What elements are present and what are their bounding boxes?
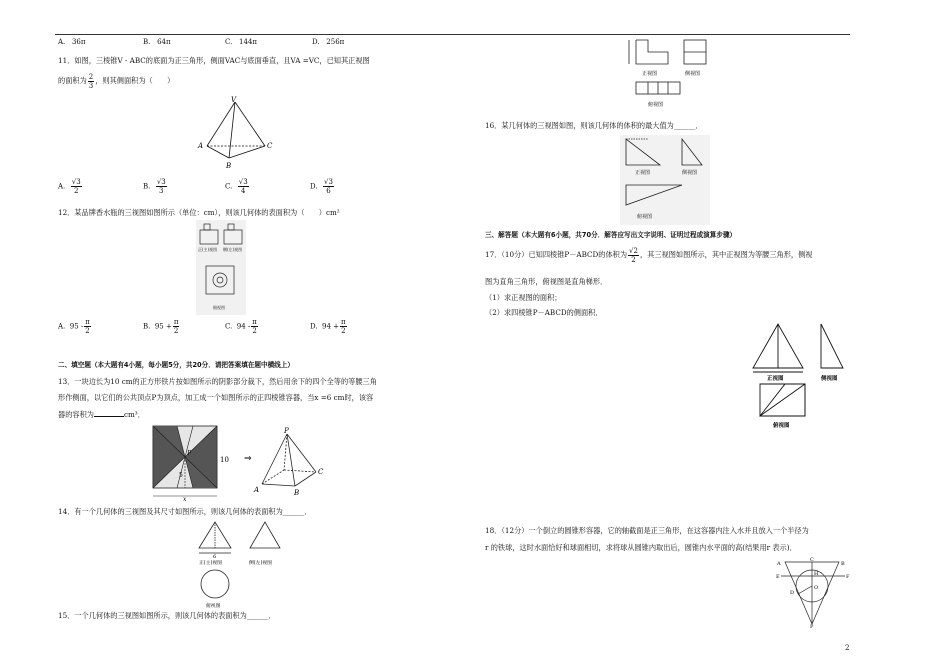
q13-text-line2: 形作侧面，以它们的公共顶点P为顶点，加工成一个如图所示的正四棱锥容器，当x =6 cm时，该容	[58, 393, 374, 402]
q11-text-line1: 11．如图，三棱锥V - ABC的底面为正三角形，侧面VAC与底面垂直，且VA =VC，已知其正视图	[58, 56, 370, 65]
q13-square-and-pyramid-figure	[150, 424, 340, 502]
q18-label-o: O	[814, 585, 819, 591]
q11-label-v: V	[231, 96, 237, 104]
q11-label-c: C	[267, 142, 273, 150]
q10-option-b: B. 64π	[143, 38, 171, 46]
q12-front-label: 正(主)视图	[198, 247, 218, 252]
q14-top-label: 俯视图	[206, 604, 221, 609]
q14-side-label: 侧(左)视图	[249, 561, 272, 566]
q18-cone-sphere-figure	[775, 556, 855, 628]
q13-arrow: ⇒	[244, 454, 252, 464]
q18-text-line1: 18．（12分）一个倒立的圆锥形容器，它的轴截面是正三角形，在这容器内注入水并且放入一个半径为	[485, 526, 809, 535]
q18-label-a: A	[777, 561, 781, 567]
q10-option-d: D. 256π	[312, 38, 345, 46]
q16-three-view-figure	[620, 135, 710, 225]
q11-option-a: A. $\frac{√3}{2}$	[58, 178, 81, 195]
q12-three-view-figure	[196, 220, 246, 315]
q13-pyramid-label-p: P	[284, 427, 289, 435]
q17-text-line1: 17．（10分）已知四棱锥P－ABCD的体积为 $\frac{√2}{2}$ ，其三视图如图所示，其中正视图为等腰三角形，侧视	[485, 246, 813, 264]
section-2-heading: 二、填空题（本大题有4小题，每小题5分，共20分．请把答案填在题中横线上）	[58, 361, 294, 369]
q10-option-c: C. 144π	[225, 38, 257, 46]
q13-label-x: x	[183, 496, 187, 502]
q18-label-c: C	[810, 557, 814, 563]
q14-front-label: 正(主)视图	[199, 561, 222, 566]
q17-side-label: 侧视图	[821, 376, 838, 382]
q14-label-six: 6	[213, 554, 217, 560]
q14-three-view-figure	[195, 518, 290, 610]
q13-label-five: 5	[179, 472, 183, 479]
q15-side-label: 侧视图	[685, 71, 701, 77]
q13-pyramid-label-c: C	[318, 468, 324, 476]
q16-text: 16．某几何体的三视图如图，则该几何体的体积的最大值为______．	[485, 121, 703, 130]
q16-side-label: 侧视图	[682, 170, 698, 176]
q18-label-h: H	[814, 571, 819, 577]
q12-text: 12．某品牌香水瓶的三视图如图所示（单位：cm），则该几何体的表面积为（ ）cm²	[58, 208, 340, 217]
q12-option-c: C. 94 - $\frac{\pi}{2}$	[225, 318, 257, 335]
q16-top-label: 俯视图	[637, 214, 653, 220]
q18-text-line2: r 的铁球，这时水面恰好和球面相切，求将球从圆锥内取出后，圆锥内水平面的高(结果用r 表示)．	[485, 543, 797, 552]
q17-three-view-figure	[745, 320, 855, 432]
q11-label-a: A	[198, 142, 204, 150]
q11-option-d: D. $\frac{√3}{6}$	[310, 178, 333, 195]
q11-option-b: B. $\frac{√3}{3}$	[143, 178, 166, 195]
q11-text-line2: 的面积为 $\frac{2}{3}$ ，则其侧面积为（ ）	[58, 72, 175, 90]
q13-text-line3: 器的容积为 cm³．	[58, 410, 145, 419]
q10-option-a: A. 36π	[58, 38, 86, 46]
q17-sub-question-1: （1）求正视图的面积；	[485, 293, 562, 302]
q17-top-label: 俯视图	[773, 423, 790, 429]
q18-label-d: D	[790, 590, 795, 596]
section-3-heading: 三、解答题（本大题有6小题，共70分．解答应写出文字说明、证明过程或演算步骤）	[485, 231, 737, 239]
q14-text: 14．有一个几何体的三视图及其尺寸如图所示，则该几何体的表面积为______．	[58, 507, 312, 516]
q11-label-b: B	[226, 162, 232, 170]
q13-pyramid-label-a: A	[254, 486, 260, 494]
q15-front-label: 正视图	[642, 71, 658, 77]
q13-label-ten: 10	[220, 456, 229, 464]
q18-label-p: P	[810, 624, 814, 628]
q13-text-line1: 13．一块边长为10 cm的正方形铁片按如图所示的阴影部分裁下，然后用余下的四个全等的等腰三角	[58, 377, 377, 386]
q11-tetrahedron-figure	[195, 96, 280, 171]
q15-three-view-figure	[626, 36, 721, 116]
page-number: 2	[845, 644, 850, 652]
q11-option-c: C. $\frac{√3}{4}$	[225, 178, 248, 195]
q17-sub-question-2: （2）求四棱锥P－ABCD的侧面积．	[485, 308, 603, 317]
q17-text-line2: 图为直角三角形，俯视图是直角梯形．	[485, 277, 608, 286]
q15-text: 15．一个几何体的三视图如图所示，则该几何体的表面积为______．	[58, 611, 276, 620]
q12-top-label: 俯视图	[213, 305, 225, 310]
q12-option-a: A. 95 - $\frac{\pi}{2}$	[58, 318, 90, 335]
q13-pyramid-label-b: B	[294, 489, 300, 497]
q18-label-b: B	[841, 561, 845, 567]
q13-label-p: P	[187, 450, 192, 457]
q18-label-e: E	[776, 574, 780, 580]
q18-label-f: F	[846, 574, 850, 580]
q12-option-d: D. 94 + $\frac{\pi}{2}$	[310, 318, 346, 335]
q17-front-label: 正视图	[767, 376, 784, 382]
top-rule	[55, 34, 850, 35]
q12-option-b: B. 95 + $\frac{\pi}{2}$	[143, 318, 179, 335]
q12-side-label: 侧(左)视图	[223, 247, 243, 252]
q16-front-label: 正视图	[635, 170, 651, 176]
q15-top-label: 俯视图	[648, 102, 664, 108]
